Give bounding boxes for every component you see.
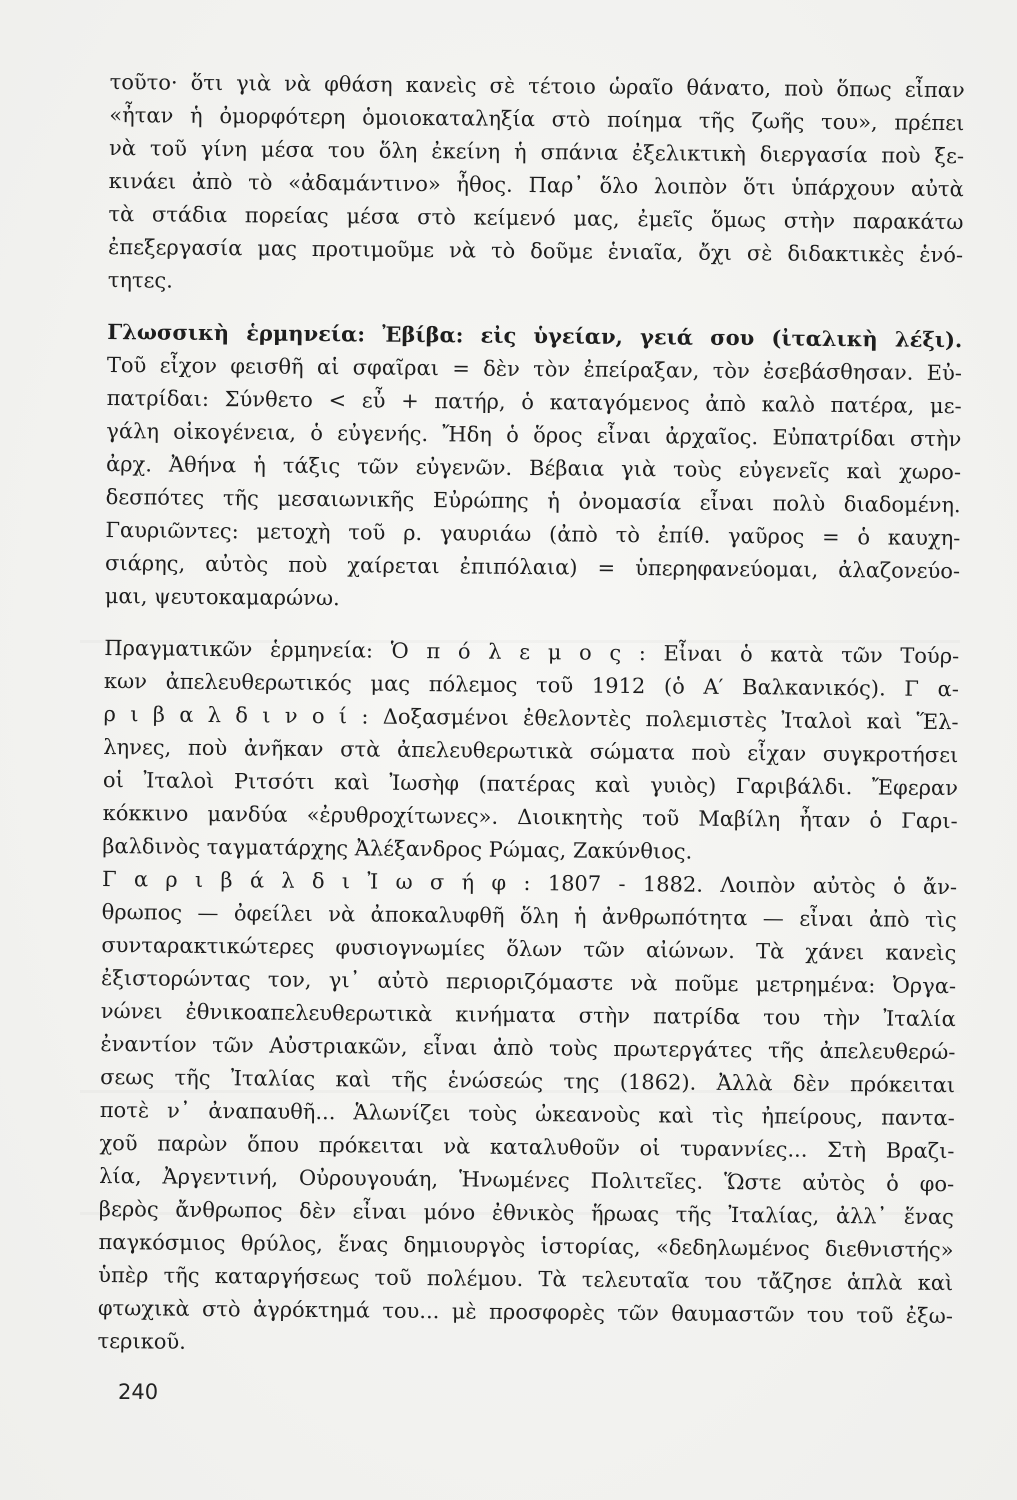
text-line: συνταρακτικώτερες φυσιογνωμίες ὅλων τῶν αἰώνων. Τὰ χάνει κανεὶς bbox=[101, 932, 957, 966]
text-line: τὰ στάδια πορείας μέσα στὸ κείμενό μας, ἐμεῖς ὅμως στὴν παρακάτω bbox=[108, 201, 964, 235]
text-line: κων ἀπελευθερωτικός μας πόλεμος τοῦ 1912 (ὁ Α′ Βαλκανικός). Γ α- bbox=[103, 668, 960, 702]
text-line: φτωχικὰ στὸ ἀγρόκτημά του... μὲ προσφορὲς τῶν θαυμαστῶν του τοῦ ἐξω- bbox=[97, 1295, 954, 1329]
text-line: δεσπότες τῆς μεσαιωνικῆς Εὐρώπης ἡ ὀνομασία εἶναι πολὺ διαδομένη. bbox=[105, 484, 961, 518]
section-heading-line: Γλωσσικὴ ἑρμηνεία: Ἐβίβα: εἰς ὑγείαν, γειά σου (ἰταλικὴ λέξι). bbox=[107, 318, 963, 353]
text-line: ἐπεξεργασία μας προτιμοῦμε νὰ τὸ δοῦμε ἑνιαῖα, ὄχι σὲ διδακτικὲς ἑνό- bbox=[107, 234, 964, 268]
text-line: τοῦτο· ὅτι γιὰ νὰ φθάση κανεὶς σὲ τέτοιο ὡραῖο θάνατο, ποὺ ὅπως εἶπαν bbox=[109, 69, 965, 103]
text-line: Γ α ρ ι β ά λ δ ι Ἰ ω σ ή φ : 1807 - 1882. Λοιπὸν αὐτὸς ὁ ἄν- bbox=[101, 866, 958, 900]
text-line: λία, Ἀργεντινή, Οὐρουγουάη, Ἡνωμένες Πολιτεῖες. Ὥστε αὐτὸς ὁ φο- bbox=[99, 1163, 955, 1197]
text-line: μαι, ψευτοκαμαρώνω. bbox=[104, 583, 340, 611]
text-line: τερικοῦ. bbox=[97, 1328, 187, 1354]
text-line: ποτὲ ν᾽ ἀναπαυθῆ... Ἁλωνίζει τοὺς ὠκεανοὺς καὶ τὶς ἠπείρους, παντα- bbox=[99, 1097, 955, 1131]
text-line: ὑπὲρ τῆς καταργήσεως τοῦ πολέμου. Τὰ τελευταῖα του τἄζησε ἁπλὰ καὶ bbox=[98, 1262, 954, 1296]
text-line: χοῦ παρὼν ὅπου πρόκειται νὰ καταλυθοῦν οἱ τυραννίες... Στὴ Βραζι- bbox=[99, 1130, 955, 1164]
text-line: σιάρης, αὐτὸς ποὺ χαίρεται ἐπιπόλαια) = ὑπερηφανεύομαι, ἀλαζονεύο- bbox=[104, 550, 961, 584]
text-line: πατρίδαι: Σύνθετο < εὖ + πατήρ, ὁ καταγόμενος ἀπὸ καλὸ πατέρα, με- bbox=[106, 385, 962, 419]
text-line: παγκόσμιος θρύλος, ἕνας δημιουργὸς ἱστορίας, «δεδηλωμένος διεθνιστής» bbox=[98, 1229, 954, 1263]
text-line: ἐξιστορώντας τον, γι᾽ αὐτὸ περιοριζόμαστε νὰ ποῦμε μετρημένα: Ὀργα- bbox=[100, 965, 957, 999]
text-line: ρ ι β α λ δ ι ν ο ί : Δοξασμένοι ἐθελοντὲς πολεμιστὲς Ἰταλοὶ καὶ Ἕλ- bbox=[103, 701, 959, 735]
text-line: Γαυριῶντες: μετοχὴ τοῦ ρ. γαυριάω (ἀπὸ τὸ ἐπίθ. γαῦρος = ὁ καυχη- bbox=[105, 517, 961, 551]
text-line: νὰ τοῦ γίνη μέσα του ὅλη ἐκείνη ἡ σπάνια ἐξελικτικὴ διεργασία ποὺ ξε- bbox=[108, 135, 965, 169]
text-line: βαλδινὸς ταγματάρχης Ἀλέξανδρος Ρώμας, Ζακύνθιος. bbox=[102, 833, 693, 864]
text-line: νώνει ἐθνικοαπελευθερωτικὰ κινήματα στὴν πατρίδα του τὴν Ἰταλία bbox=[100, 998, 956, 1032]
page-number: 240 bbox=[118, 1380, 159, 1404]
text-line: ἀρχ. Ἀθήνα ἡ τάξις τῶν εὐγενῶν. Βέβαια γιὰ τοὺς εὐγενεῖς καὶ χωρο- bbox=[105, 451, 962, 485]
text-line: οἱ Ἰταλοὶ Ριτσότι καὶ Ἰωσὴφ (πατέρας καὶ γυιὸς) Γαριβάλδι. Ἔφεραν bbox=[102, 767, 959, 801]
section-heading-line: Πραγματικῶν ἑρμηνεία: Ὁ π ό λ ε μ ο ς : Εἶναι ὁ κατὰ τῶν Τούρ- bbox=[104, 635, 960, 669]
text-line: ληνες, ποὺ ἀνῆκαν στὰ ἀπελευθερωτικὰ σώματα ποὺ εἶχαν συγκροτήσει bbox=[103, 734, 959, 768]
text-line: γάλη οἰκογένεια, ὁ εὐγενής. Ἤδη ὁ ὅρος εἶναι ἀρχαῖος. Εὐπατρίδαι στὴν bbox=[106, 418, 962, 452]
text-line: κινάει ἀπὸ τὸ «ἀδαμάντινο» ἦθος. Παρ᾽ ὅλο λοιπὸν ὅτι ὑπάρχουν αὐτὰ bbox=[108, 168, 964, 202]
text-line: Τοῦ εἶχον φεισθῆ αἱ σφαῖραι = δὲν τὸν ἐπείραξαν, τὸν ἐσεβάσθησαν. Εὐ- bbox=[106, 352, 963, 386]
text-line: ἐναντίον τῶν Αὐστριακῶν, εἶναι ἀπὸ τοὺς πρωτεργάτες τῆς ἀπελευθερώ- bbox=[100, 1031, 956, 1065]
body-text bbox=[97, 50, 965, 1354]
text-line: θρωπος — ὀφείλει νὰ ἀποκαλυφθῆ ὅλη ἡ ἀνθρωπότητα — εἶναι ἀπὸ τὶς bbox=[101, 899, 957, 933]
text-line: «ἦταν ἡ ὀμορφότερη ὁμοιοκαταληξία στὸ ποίημα τῆς ζωῆς του», πρέπει bbox=[109, 102, 965, 136]
text-line: βερὸς ἄνθρωπος δὲν εἶναι μόνο ἐθνικὸς ἥρωας τῆς Ἰταλίας, ἀλλ᾽ ἕνας bbox=[98, 1196, 954, 1230]
text-line: τητες. bbox=[107, 267, 174, 293]
text-line: κόκκινο μανδύα «ἐρυθροχίτωνες». Διοικητὴς τοῦ Μαβίλη ἦταν ὁ Γαρι- bbox=[102, 800, 958, 834]
text-line: σεως τῆς Ἰταλίας καὶ τῆς ἑνώσεώς της (1862). Ἀλλὰ δὲν πρόκειται bbox=[100, 1064, 956, 1098]
